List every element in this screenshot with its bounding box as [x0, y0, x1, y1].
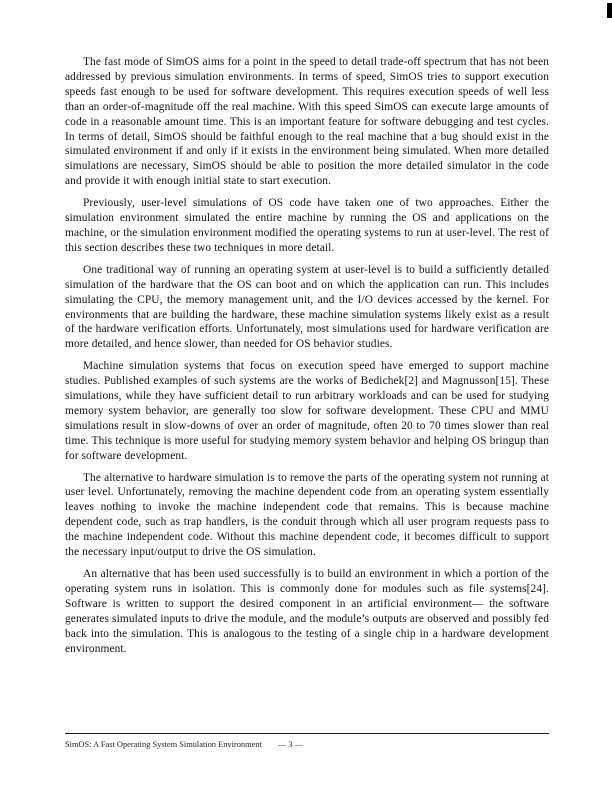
page-body-text	[65, 55, 549, 663]
paragraph: Machine simulation systems that focus on execution speed have emerged to support machine studies. Published examples of such systems are the works of Bedichek[2] and Magnusson[15]. These simulations, while they have sufficient detail to run arbitrary workloads and can be used for studying memory system behavior, are generally too slow for software development. These CPU and MMU simulations result in slow-downs of over an order of magnitude, often 20 to 70 times slower than real time. This technique is more useful for studying memory system behavior and helping OS bringup than for software development.	[65, 360, 549, 462]
page-footer	[65, 733, 549, 750]
paragraph: The fast mode of SimOS aims for a point in the speed to detail trade-off spectrum that has not been addressed by previous simulation environments. In terms of speed, SimOS tries to support execution speeds fast enough to be used for software development. This requires execution speeds of well less than an order-of-magnitude off the real machine. With this speed SimOS can execute large amounts of code in a reasonable amount time. This is an important feature for software debugging and test cycles. In terms of detail, SimOS should be faithful enough to the real machine that a bug should exist in the simulated environment if and only if it exists in the environment being simulated. When more detailed simulations are necessary, SimOS should be able to position the more detailed simulator in the code and provide it with enough initial state to start execution.	[65, 56, 549, 188]
scan-artifact-mark	[607, 3, 612, 18]
footer-running-title: SimOS: A Fast Operating System Simulation Environment	[65, 740, 262, 749]
paragraph: One traditional way of running an operating system at user-level is to build a sufficiently detailed simulation of the hardware that the OS can boot and on which the application can run. This includes simulating the CPU, the memory management unit, and the I/O devices accessed by the kernel. For environments that are building the hardware, these machine simulation systems likely exist as a result of the hardware verification efforts. Unfortunately, most simulations used for hardware verification are more detailed, and hence slower, than needed for OS behavior studies.	[65, 263, 549, 351]
footer-rule	[65, 733, 549, 734]
footer-text-line	[65, 740, 549, 750]
paragraph: An alternative that has been used successfully is to build an environment in which a portion of the operating system runs in isolation. This is commonly done for modules such as file systems[24]. Software is written to support the desired component in an artificial environment— the software generates simulated inputs to drive the module, and the module’s outputs are observed and possibly fed back into the simulation. This is analogous to the testing of a single chip in a hardware development environment.	[65, 568, 549, 655]
paragraph: Previously, user-level simulations of OS code have taken one of two approaches. Either the simulation environment simulated the entire machine by running the OS and applications on the machine, or the simulation environment modified the operating systems to run at user-level. The rest of this section describes these two techniques in more detail.	[65, 197, 549, 254]
paragraph: The alternative to hardware simulation is to remove the parts of the operating system not running at user level. Unfortunately, removing the machine dependent code from an operating system essentially leaves nothing to invoke the machine independent code that remains. This is because machine dependent code, such as trap handlers, is the conduit through which all user program requests pass to the machine independent code. Without this machine dependent code, it becomes difficult to support the necessary input/output to drive the OS simulation.	[65, 471, 549, 559]
page-number: — 3 —	[277, 740, 304, 749]
